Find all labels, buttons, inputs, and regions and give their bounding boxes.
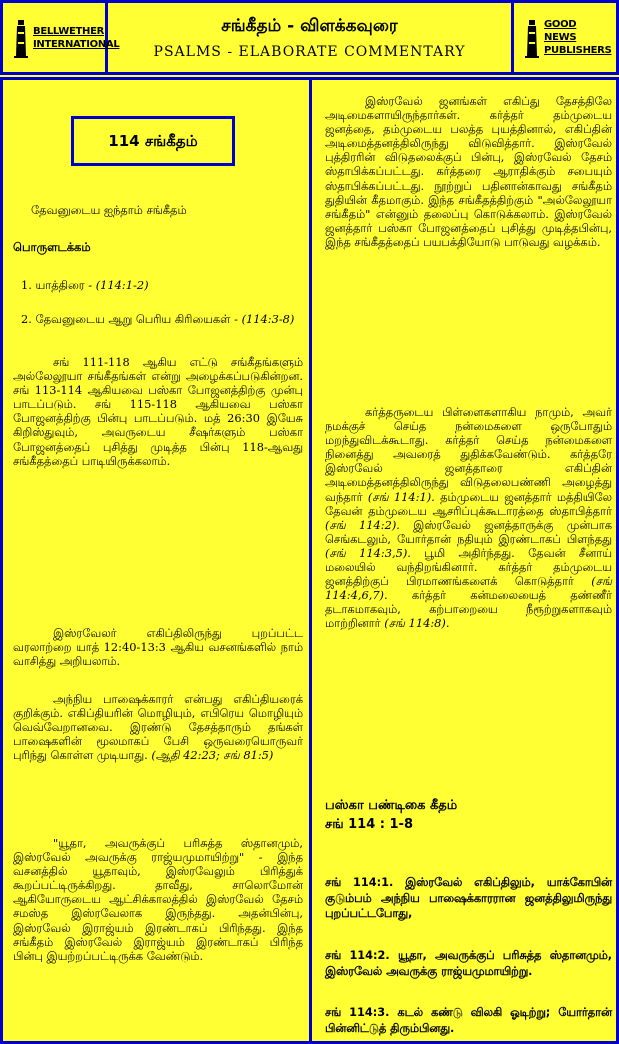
paragraph-3-text: அந்நிய பாஷைக்காரர் என்பது எகிப்தியரைக் குறிக்கும். எகிப்தியரின் மொழியும், எபிரெய மொழியும் வெவ்வேறானவை. இரண்டு தேசத்தாரும் தங்கள் பாஷைகளின் மூலமாகப் பேசி ஒருவரையொருவர் புரிந்து கொள்ள முடியாது. [13, 692, 303, 763]
toc-item [13, 278, 303, 292]
good-news-logo[interactable] [511, 3, 616, 72]
header [0, 0, 619, 75]
paragraph-3 [13, 692, 303, 762]
intro-line: தேவனுடைய ஐந்தாம் சங்கீதம் [31, 203, 187, 217]
toc-item-text: 1. யாத்திரை - [21, 278, 96, 292]
toc-item [13, 312, 303, 326]
text-run: தம்முடைய ஜனத்தார் மத்தியிலே தேவன் தம்முடைய ஆசரிப்புக்கூடாரத்தை ஸ்தாபித்தார் [325, 489, 612, 518]
logo-right-line1: GOOD NEWS [544, 19, 577, 43]
verse-3: சங் 114:3. கடல் கண்டு விலகி ஓடிற்று; யோர்தான் பின்னிட்டுத் திரும்பினது. [325, 1006, 612, 1035]
section-heading [325, 796, 612, 834]
section-subtitle: சங் 114 : 1-8 [325, 817, 413, 832]
paragraph-4: "யூதா, அவருக்குப் பரிசுத்த ஸ்தானமும், இஸ்ரவேல் அவருக்கு ராஜ்யமுமாயிற்று" - இந்த வசனத்தில் யூதாவும், இஸ்ரவேலும் பிரித்துக் கூறப்பட்டிருக்கிறது. தாவீது, சாலொமோன் ஆகியோருடைய ஆட்சிக்காலத்தில் இஸ்ரவேல் தேசம் சமஸ்த இஸ்ரவேலாக இருந்தது. அதன்பின்பு, இஸ்ரவேல் இராஜ்யம் இரண்டாகப் பிரிந்தது. இந்த சங்கீதம் இஸ்ரவேல் இராஜ்யம் இரண்டாகப் பிரிந்த பின்பு இயற்றப்பட்டிருக்க வேண்டும். [13, 836, 303, 963]
title-english: PSALMS - ELABORATE COMMENTARY [153, 44, 466, 60]
toc-item-text: 2. தேவனுடைய ஆறு பெரிய கிரியைகள் - [21, 312, 242, 326]
toc-item-ref: (114:1-2) [95, 278, 149, 292]
text-run: கர்த்தர் கன்மலையைத் தண்ணீர் தடாகமாகவும், கற்பாறையை நீரூற்றுகளாகவும் மாற்றினார் [325, 588, 612, 631]
title-tamil: சங்கீதம் - விளக்கவுரை [221, 16, 398, 36]
toc-heading: பொருளடக்கம் [13, 240, 91, 254]
verse-ref: (சங் 114:3,5). [325, 545, 411, 560]
right-paragraph-2 [325, 405, 612, 631]
verse-ref: (சங் 114:8). [384, 616, 450, 631]
logo-right-line2: PUBLISHERS [544, 45, 612, 56]
verse-ref: (சங் 114:2). [325, 517, 400, 532]
right-column [325, 80, 612, 1041]
text-run: கர்த்தருடைய பிள்ளைகளாகிய நாமும், அவர் நமக்குச் செய்த நன்மைகளை ஒருபோதும் மறந்துவிடக்கூடாது. கர்த்தர் செய்த நன்மைகளை நினைத்து அவரைத் துதிக்கவேண்டும். கர்த்தரே இஸ்ரவேல் ஜனத்தாரை எகிப்தின் அடிமைத்தனத்திலிருந்து விடுதலைபண்ணி அழைத்து வந்தார் [325, 405, 612, 504]
lighthouse-icon [524, 18, 540, 58]
verse-ref: (சங் 114:1). [367, 489, 435, 504]
title-area [108, 3, 511, 72]
paragraph-3-ref: (ஆதி 42:23; சங் 81:5) [151, 748, 274, 763]
verse-ref: (சங் 114:4,6,7). [325, 574, 612, 603]
toc-item-ref: (114:3-8) [241, 312, 295, 326]
column-divider [309, 80, 312, 1041]
left-column [13, 80, 303, 1041]
paragraph-1: சங் 111-118 ஆகிய எட்டு சங்கீதங்களும் அல்லேலூயா சங்கீதங்கள் என்று அழைக்கப்படுகின்றன. சங் 113-114 ஆகியவை பஸ்கா போஜனத்திற்கு முன்பு பாடப்படும். சங் 115-118 ஆகியவை பஸ்கா போஜனத்திற்கு பின்பு பாடப்படும். மத் 26:30 இயேசு கிறிஸ்துவும், அவருடைய சீஷர்களும் பஸ்கா போஜனத்தைப் புசித்து முடித்த பின்பு 118-ஆவது சங்கீதத்தைப் பாடியிருக்கலாம். [13, 355, 303, 468]
right-paragraph-1: இஸ்ரவேல் ஜனங்கள் எகிப்து தேசத்திலே அடிமைகளாயிருந்தார்கள். கர்த்தர் தம்முடைய ஜனத்தை, தம்முடைய பலத்த புயத்தினால், எகிப்தின் அடிமைத்தனத்திலிருந்து விடுவித்தார். இஸ்ரவேல் புத்திரரின் விடுதலைக்குப் பின்பு, இஸ்ரவேல் தேசம் ஸ்தாபிக்கப்பட்டது. கர்த்தரை ஆராதிக்கும் சபையும் ஸ்தாபிக்கப்பட்டது. நூற்றுப் பதினான்காவது சங்கீதம் துதியின் கீதமாகும். இந்த சங்கீதத்திற்கும் "அல்லேலூயா சங்கீதம்" என்னும் தலைப்பு கொடுக்கலாம். இஸ்ரவேல் ஜனத்தார் பஸ்கா போஜனத்தைப் புசித்து முடித்தபின்பு, இந்த சங்கீதத்தைப் பயபக்தியோடு பாடுவது வழக்கம். [325, 94, 612, 249]
lighthouse-icon [13, 18, 29, 58]
bellwether-logo[interactable] [3, 3, 120, 72]
section-title: பஸ்கா பண்டிகை கீதம் [325, 798, 458, 813]
paragraph-2: இஸ்ரவேலர் எகிப்திலிருந்து புறப்பட்ட வரலாற்றை யாத் 12:40-13:3 ஆகிய வசனங்களில் நாம் வாசித்து அறியலாம். [13, 626, 303, 669]
logo-left-line2: INTERNATIONAL [33, 38, 120, 50]
verse-2: சங் 114:2. யூதா, அவருக்குப் பரிசுத்த ஸ்தானமும், இஸ்ரவேல் அவருக்கு ராஜ்யமுமாயிற்று. [325, 949, 612, 978]
verse-1: சங் 114:1. இஸ்ரவேல் எகிப்திலும், யாக்கோபின் குடும்பம் அந்நிய பாஷைக்காரரான ஜனத்திலுமிருந்து புறப்பட்டபோது, [325, 876, 612, 920]
text-run: பூமி அதிர்ந்தது. தேவன் சீனாய் மலையில் வந்திறங்கினார். கர்த்தர் தம்முடைய ஜனத்திற்குப் பிரமாணங்களைக் கொடுத்தார் [325, 545, 612, 589]
chapter-title: 114 சங்கீதம் [71, 116, 235, 166]
text-run: இஸ்ரவேல் ஜனத்தாருக்கு முன்பாக செங்கடலும், யோர்தான் நதியும் இரண்டாகப் பிளந்தது [325, 517, 612, 546]
logo-left-line1: BELLWETHER [33, 25, 105, 37]
content-frame [0, 77, 619, 1044]
